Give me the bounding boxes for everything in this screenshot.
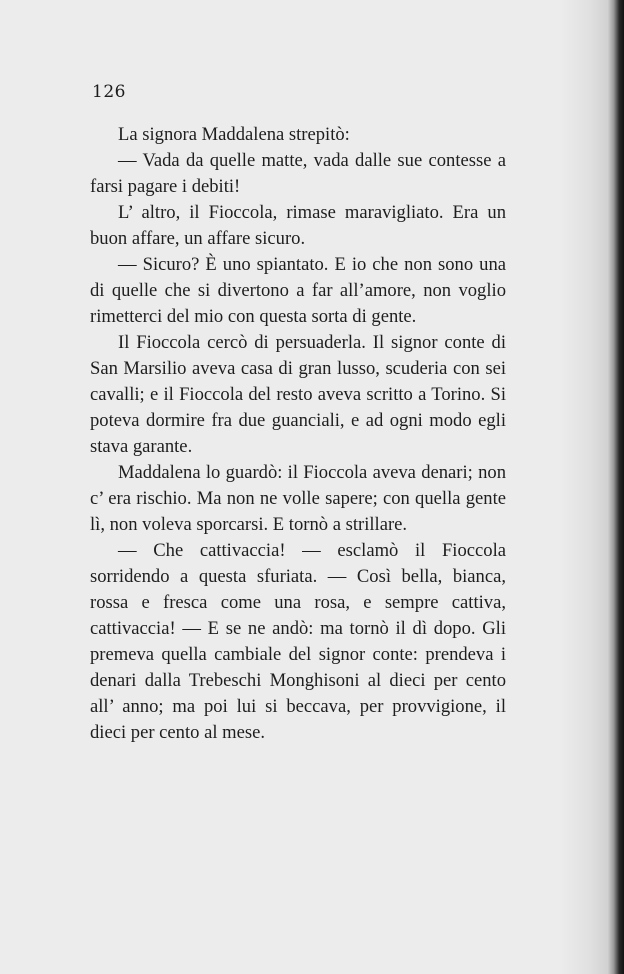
page-number: 126 [92,82,126,102]
paragraph: La signora Maddalena strepitò: [118,124,350,145]
paragraph: — Vada da quelle matte, vada dalle sue contesse a farsi pagare i debiti! [90,150,506,197]
body-text [90,122,506,746]
page-gutter-shadow [560,0,610,974]
paragraph: Il Fioccola cercò di persuaderla. Il signor conte di San Marsilio aveva casa di gran lusso, scuderia con sei cavalli; e il Fioccola del resto aveva scritto a Torino. Si poteva dormire fra due guanciali, e ad ogni modo egli stava garante. [90,332,506,457]
page-edge [608,0,624,974]
paragraph: Maddalena lo guardò: il Fioccola aveva denari; non c’ era rischio. Ma non ne volle sapere; con quella gente lì, non voleva sporcarsi. E tornò a strillare. [90,462,506,535]
paragraph: — Sicuro? È uno spiantato. E io che non sono una di quelle che si divertono a far all’amore, non voglio rimetterci del mio con questa sorta di gente. [90,254,506,327]
paragraph: L’ altro, il Fioccola, rimase maravigliato. Era un buon affare, un affare sicuro. [90,202,506,249]
paragraph: — Che cattivaccia! — esclamò il Fioccola sorridendo a questa sfuriata. — Così bella, bianca, rossa e fresca come una rosa, e sempre cattiva, cattivaccia! — E se ne andò: ma tornò il dì dopo. Gli premeva quella cambiale del signor conte: prendeva i denari dalla Trebeschi Monghisoni al dieci per cento all’ anno; ma poi lui si beccava, per provvigione, il dieci per cento al mese. [90,540,506,743]
